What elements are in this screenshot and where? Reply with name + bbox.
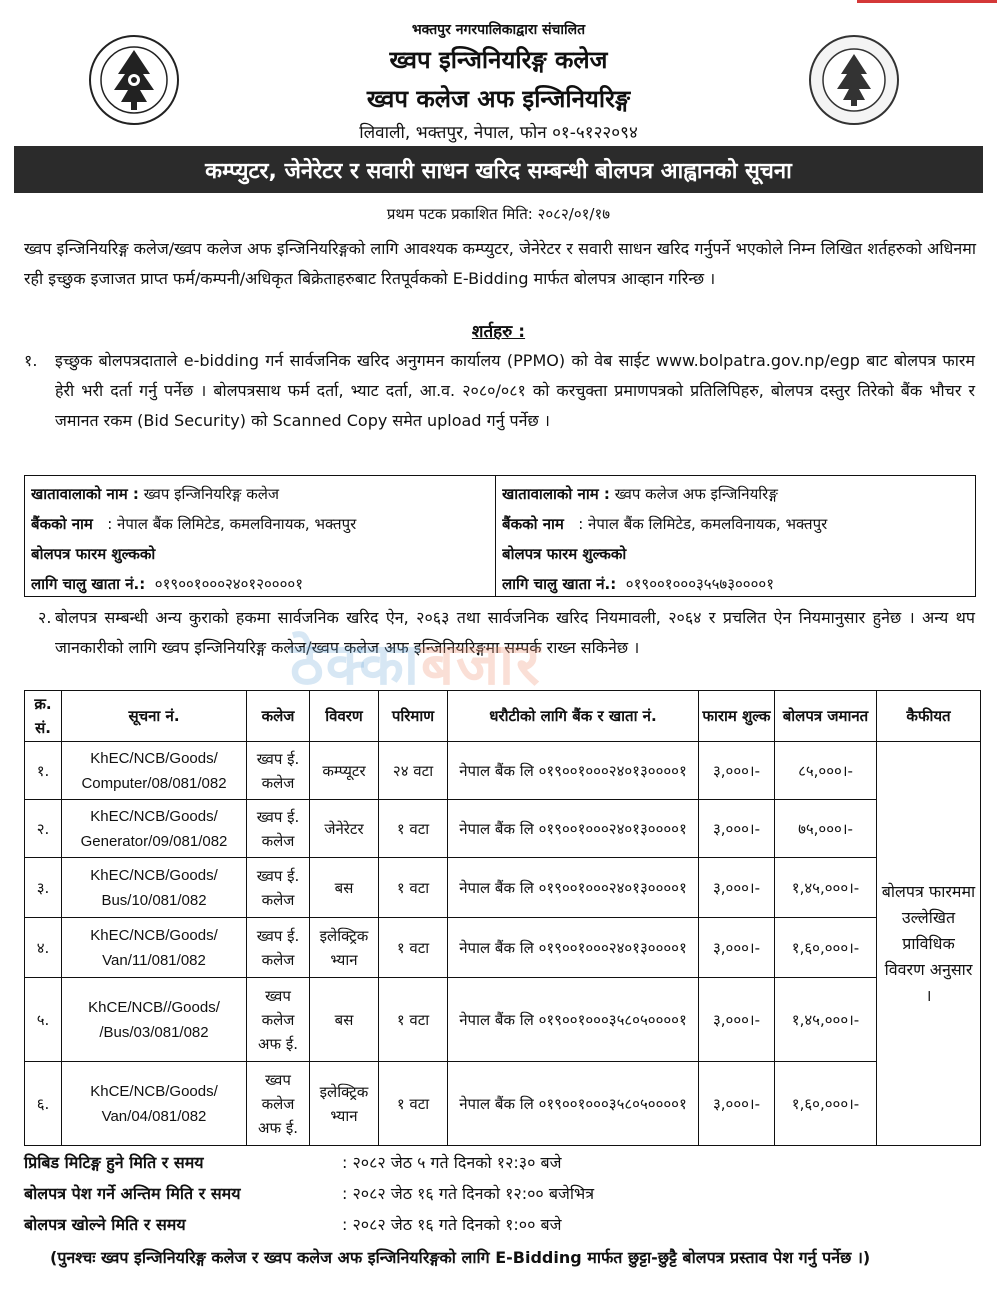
cell-security: १,४५,०००।- (775, 858, 877, 918)
cell-qty: २४ वटा (379, 742, 448, 800)
date-value: : २०८२ जेठ ५ गते दिनको १२:३० बजे (342, 1153, 562, 1172)
cell-college: ख्वप कलेज अफ ई. (247, 978, 310, 1062)
cell-college: ख्वप कलेज अफ ई. (247, 1062, 310, 1146)
cell-desc: जेनेरेटर (310, 800, 379, 858)
cell-remarks: बोलपत्र फारममा उल्लेखित प्राविधिक विवरण अनुसार । (877, 742, 981, 1146)
cell-fee: ३,०००।- (699, 1062, 775, 1146)
header-subtitle: भक्तपुर नगरपालिकाद्वारा संचालित (411, 22, 586, 38)
fee-label: बोलपत्र फारम शुल्कको (31, 545, 156, 563)
cell-sn: ५. (25, 978, 62, 1062)
cell-college: ख्वप ई. कलेज (247, 918, 310, 978)
col-header-fee: फाराम शुल्क (699, 691, 775, 742)
date-value: : २०८२ जेठ १६ गते दिनको १:०० बजे (342, 1215, 562, 1234)
cell-fee: ३,०००।- (699, 742, 775, 800)
date-label: बोलपत्र पेश गर्ने अन्तिम मिति र समय (24, 1184, 241, 1203)
cell-notice: KhEC/NCB/Goods/ Van/11/081/082 (62, 918, 247, 978)
table-row (25, 858, 981, 918)
col-header-desc: विवरण (310, 691, 379, 742)
cell-bank: नेपाल बैंक लि ०१९००१०००३५८०५००००१ (448, 1062, 699, 1146)
conditions-heading: शर्तहरु : (471, 322, 526, 342)
col-header-remarks: कैफीयत (877, 691, 981, 742)
bank-label: बैंकको नाम (502, 515, 564, 533)
cell-desc: इलेक्ट्रिक भ्यान (310, 918, 379, 978)
cell-sn: ४. (25, 918, 62, 978)
header-address: लिवाली, भक्तपुर, नेपाल, फोन ०१-५१२२०९४ (359, 123, 638, 143)
date-value: : २०८२ जेठ १६ गते दिनको १२:०० बजेभित्र (342, 1184, 595, 1203)
table-row (25, 918, 981, 978)
cell-desc: बस (310, 978, 379, 1062)
cell-notice: KhEC/NCB/Goods/ Generator/09/081/082 (62, 800, 247, 858)
cell-qty: १ वटा (379, 800, 448, 858)
cell-bank: नेपाल बैंक लि ०१९००१०००२४०१३००००१ (448, 858, 699, 918)
cell-notice: KhEC/NCB/Goods/ Computer/08/081/082 (62, 742, 247, 800)
publish-date: प्रथम पटक प्रकाशित मिति: २०८२/०१/१७ (386, 205, 611, 223)
cell-bank: नेपाल बैंक लि ०१९००१०००३५८०५००००१ (448, 978, 699, 1062)
watermark-part-1: ठेक्का (290, 630, 421, 698)
intro-paragraph: ख्वप इन्जिनियरिङ्ग कलेज/ख्वप कलेज अफ इन्जिनियरिङ्गको लागि आवश्यक कम्प्युटर, जेनेरेटर र सवारी साधन खरिद गर्नुपर्ने भएकोले निम्न लिखित शर्तहरुको अधिनमा रही इच्छुक इजाजत प्राप्त फर्म/कम्पनी/अधिकृत बिक्रेताहरुबाट रितपूर्वकको E-Bidding मार्फत बोलपत्र आव्हान गरिन्छ । (24, 239, 976, 288)
cell-notice: KhCE/NCB//Goods/ /Bus/03/081/082 (62, 978, 247, 1062)
bank-value: : नेपाल बैंक लिमिटेड, कमलविनायक, भक्तपुर (578, 515, 828, 533)
bank-box-left (24, 475, 496, 597)
col-header-sn: क्र. सं. (25, 691, 62, 742)
cell-college: ख्वप ई. कलेज (247, 742, 310, 800)
holder-label: खातावालाको नाम : (31, 485, 139, 503)
fee-label-2: लागि चालु खाता नं.: (502, 575, 617, 593)
cell-security: ८५,०००।- (775, 742, 877, 800)
fee-account-number: ०१९००१०००३५५७३००००१ (625, 575, 774, 593)
cell-desc: बस (310, 858, 379, 918)
cell-bank: नेपाल बैंक लि ०१९००१०००२४०१३००००१ (448, 800, 699, 858)
cell-qty: १ वटा (379, 918, 448, 978)
cell-bank: नेपाल बैंक लि ०१९००१०००२४०१३००००१ (448, 918, 699, 978)
condition-1-number: १. (24, 351, 38, 370)
col-header-qty: परिमाण (379, 691, 448, 742)
cell-fee: ३,०००।- (699, 978, 775, 1062)
date-label: प्रिबिड मिटिङ्ग हुने मिति र समय (24, 1153, 204, 1172)
cell-bank: नेपाल बैंक लि ०१९००१०००२४०१३००००१ (448, 742, 699, 800)
table-row (25, 800, 981, 858)
table-row (25, 742, 981, 800)
corner-mark (857, 0, 997, 3)
holder-value: ख्वप इन्जिनियरिङ्ग कलेज (143, 485, 280, 503)
tender-table (24, 690, 981, 1146)
date-row (24, 1147, 974, 1178)
bank-value: : नेपाल बैंक लिमिटेड, कमलविनायक, भक्तपुर (107, 515, 357, 533)
watermark-part-2: बजार (420, 630, 542, 698)
table-row (25, 978, 981, 1062)
cell-sn: २. (25, 800, 62, 858)
cell-sn: ६. (25, 1062, 62, 1146)
date-row (24, 1178, 974, 1209)
cell-desc: इलेक्ट्रिक भ्यान (310, 1062, 379, 1146)
fee-account-number: ०१९००१०००२४०१२००००१ (154, 575, 303, 593)
cell-sn: ३. (25, 858, 62, 918)
bank-box-right (496, 475, 976, 597)
condition-2-number: २. (38, 608, 52, 627)
notice-banner: कम्प्युटर, जेनेरेटर र सवारी साधन खरिद सम्बन्धी बोलपत्र आह्वानको सूचना (14, 146, 983, 193)
cell-college: ख्वप ई. कलेज (247, 800, 310, 858)
cell-desc: कम्प्यूटर (310, 742, 379, 800)
cell-sn: १. (25, 742, 62, 800)
cell-security: १,४५,०००।- (775, 978, 877, 1062)
cell-notice: KhCE/NCB/Goods/ Van/04/081/082 (62, 1062, 247, 1146)
header-title-2: ख्वप कलेज अफ इन्जिनियरिङ्ग (366, 85, 631, 113)
cell-fee: ३,०००।- (699, 800, 775, 858)
footnote: (पुनश्चः ख्वप इन्जिनियरिङ्ग कलेज र ख्वप कलेज अफ इन्जिनियरिङ्गको लागि E-Bidding मार्फत छुट्टा-छुट्टै बोलपत्र प्रस्ताव पेश गर्नु पर्नेछ ।) (50, 1248, 871, 1267)
table-row (25, 1062, 981, 1146)
col-header-security: बोलपत्र जमानत (775, 691, 877, 742)
bank-label: बैंकको नाम (31, 515, 93, 533)
header-title-1: ख्वप इन्जिनियरिङ्ग कलेज (389, 46, 608, 74)
col-header-college: कलेज (247, 691, 310, 742)
cell-notice: KhEC/NCB/Goods/ Bus/10/081/082 (62, 858, 247, 918)
col-header-bank: धरौटीको लागि बैंक र खाता नं. (448, 691, 699, 742)
holder-label: खातावालाको नाम : (502, 485, 610, 503)
table-header-row (25, 691, 981, 742)
important-dates (24, 1147, 974, 1240)
cell-security: १,६०,०००।- (775, 1062, 877, 1146)
cell-fee: ३,०००।- (699, 858, 775, 918)
condition-1-text: इच्छुक बोलपत्रदाताले e-bidding गर्न सार्वजनिक खरिद अनुगमन कार्यालय (PPMO) को वेब साईट www.bolpatra.gov.np/egp बाट बोलपत्र फारम हेरी भरी दर्ता गर्नु पर्नेछ । बोलपत्रसाथ फर्म दर्ता, भ्याट दर्ता, आ.व. २०८०/०८१ को करचुक्ता प्रमाणपत्रको प्रतिलिपिहरु, बोलपत्र दस्तुर तिरेको बैंक भौचर र जमानत रकम (Bid Security) को Scanned Copy समेत upload गर्नु पर्नेछ । (55, 351, 975, 430)
cell-qty: १ वटा (379, 858, 448, 918)
condition-2-text: बोलपत्र सम्बन्धी अन्य कुराको हकमा सार्वजनिक खरिद ऐन, २०६३ तथा सार्वजनिक खरिद नियमावली, २०६४ र प्रचलित ऐन नियमानुसार हुनेछ । अन्य थप जानकारीको लागि ख्वप इन्जिनियरिङ्ग कलेज/ख्वप कलेज अफ इन्जिनियरिङ्गमा सम्पर्क राख्न सकिनेछ । (55, 608, 975, 657)
cell-qty: १ वटा (379, 978, 448, 1062)
cell-security: १,६०,०००।- (775, 918, 877, 978)
cell-security: ७५,०००।- (775, 800, 877, 858)
fee-label: बोलपत्र फारम शुल्कको (502, 545, 627, 563)
cell-college: ख्वप ई. कलेज (247, 858, 310, 918)
cell-qty: १ वटा (379, 1062, 448, 1146)
cell-fee: ३,०००।- (699, 918, 775, 978)
holder-value: ख्वप कलेज अफ इन्जिनियरिङ्ग (614, 485, 778, 503)
col-header-notice: सूचना नं. (62, 691, 247, 742)
date-label: बोलपत्र खोल्ने मिति र समय (24, 1215, 186, 1234)
fee-label-2: लागि चालु खाता नं.: (31, 575, 146, 593)
date-row (24, 1209, 974, 1240)
